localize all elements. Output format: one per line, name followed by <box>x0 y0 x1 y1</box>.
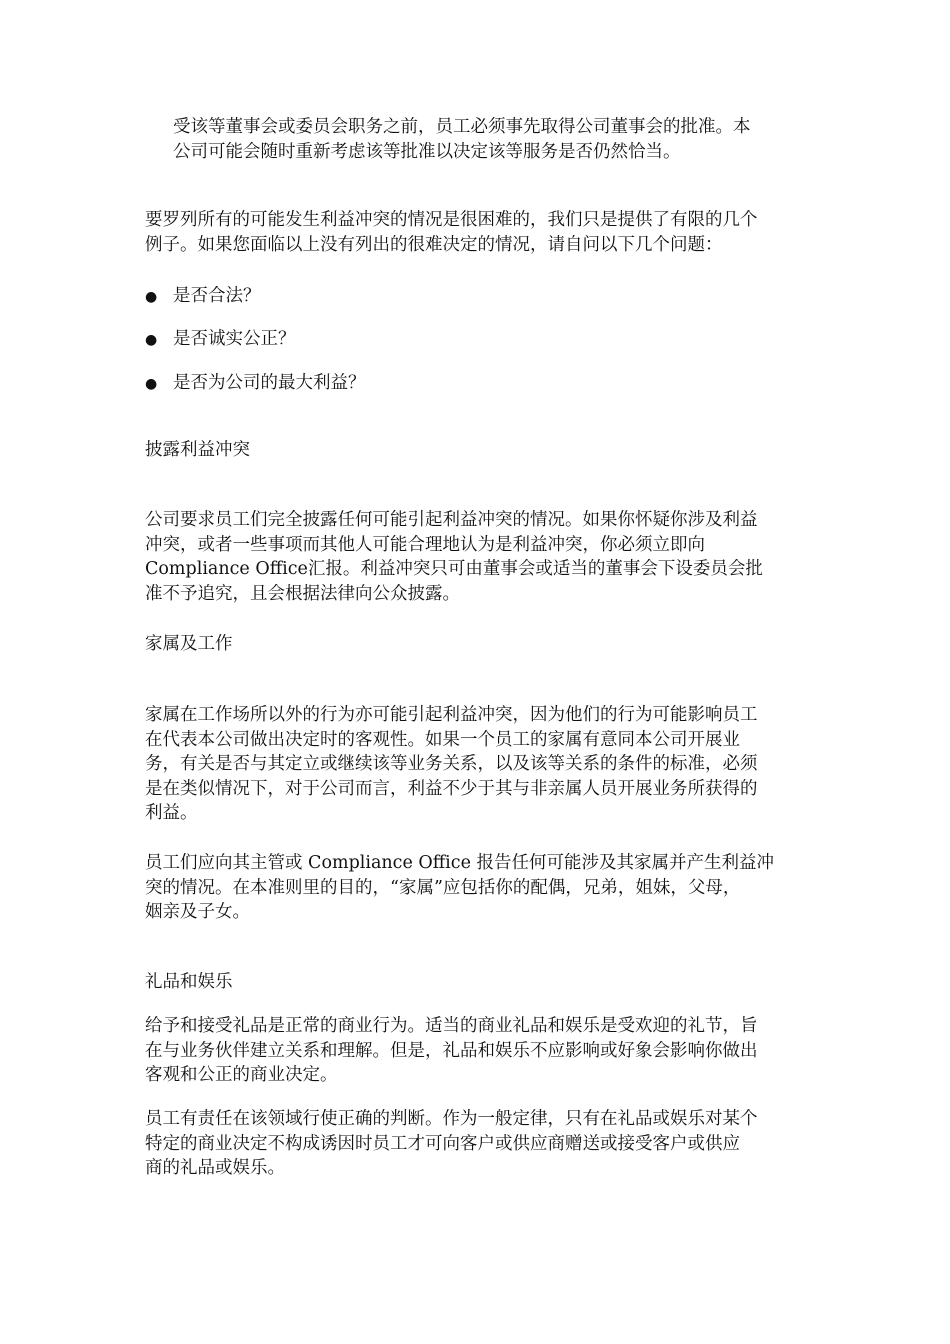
text-line: 家属在工作场所以外的行为亦可能引起利益冲突，因为他们的行为可能影响员工 <box>145 705 758 725</box>
text-line: 给予和接受礼品是正常的商业行为。适当的商业礼品和娱乐是受欢迎的礼节，旨 <box>145 1016 758 1036</box>
paragraph-family-conduct <box>145 703 758 826</box>
text-line: 在代表本公司做出决定时的客观性。如果一个员工的家属有意同本公司开展业 <box>145 729 740 750</box>
text-line: 务，有关是否与其定立或继续该等业务关系，以及该等关系的条件的标准，必须 <box>145 754 758 774</box>
section-heading-gifts: 礼品和娱乐 <box>145 972 233 992</box>
text-line: 特定的商业决定不构成诱因时员工才可向客户或供应商赠送或接受客户或供应 <box>145 1133 740 1154</box>
text-line: 突的情况。在本准则里的目的，“家属”应包括你的配偶，兄弟，姐妹，父母， <box>145 877 741 898</box>
bullet-text: 是否合法？ <box>173 286 261 306</box>
bullet-text: 是否诚实公正？ <box>173 329 296 349</box>
text-line: 商的礼品或娱乐。 <box>145 1158 285 1178</box>
bullet-item-honest <box>145 327 296 352</box>
bullet-item-best-interest <box>145 371 366 396</box>
paragraph-board-approval <box>173 115 751 164</box>
bullet-dot-icon: ● <box>145 332 158 348</box>
text-line: 准不予追究，且会根据法律向公众披露。 <box>145 583 460 604</box>
paragraph-family-reporting <box>145 851 774 925</box>
text-line: 利益。 <box>145 803 198 823</box>
text-line: 客观和公正的商业决定。 <box>145 1065 338 1085</box>
text-line: 受该等董事会或委员会职务之前，员工必须事先取得公司董事会的批准。本 <box>173 117 751 137</box>
section-heading-family: 家属及工作 <box>145 634 233 654</box>
text-line: 冲突，或者一些事项而其他人可能合理地认为是利益冲突，你必须立即向 <box>145 534 705 555</box>
text-line: 例子。如果您面临以上没有列出的很难决定的情况，请自问以下几个问题： <box>145 234 723 255</box>
text-line: Compliance Office汇报。利益冲突只可由董事会或适当的董事会下设委员会批 <box>145 559 763 579</box>
paragraph-disclosure <box>145 508 763 606</box>
paragraph-conflict-examples <box>145 208 758 257</box>
bullet-item-legal <box>145 284 261 309</box>
bullet-dot-icon: ● <box>145 376 158 392</box>
text-line: 员工们应向其主管或 Compliance Office 报告任何可能涉及其家属并产生利益冲 <box>145 853 774 873</box>
paragraph-gifts-judgment <box>145 1107 758 1181</box>
bullet-dot-icon: ● <box>145 289 158 305</box>
text-line: 姻亲及子女。 <box>145 902 250 922</box>
paragraph-gifts-business <box>145 1014 758 1088</box>
text-line: 公司要求员工们完全披露任何可能引起利益冲突的情况。如果你怀疑你涉及利益 <box>145 510 758 530</box>
text-line: 公司可能会随时重新考虑该等批准以决定该等服务是否仍然恰当。 <box>173 141 681 162</box>
text-line: 在与业务伙伴建立关系和理解。但是，礼品和娱乐不应影响或好象会影响你做出 <box>145 1040 758 1061</box>
text-line: 员工有责任在该领域行使正确的判断。作为一般定律，只有在礼品或娱乐对某个 <box>145 1109 758 1129</box>
section-heading-disclosure: 披露利益冲突 <box>145 440 250 460</box>
text-line: 是在类似情况下，对于公司而言，利益不少于其与非亲属人员开展业务所获得的 <box>145 778 758 799</box>
bullet-text: 是否为公司的最大利益？ <box>173 373 366 393</box>
text-line: 要罗列所有的可能发生利益冲突的情况是很困难的，我们只是提供了有限的几个 <box>145 210 758 230</box>
